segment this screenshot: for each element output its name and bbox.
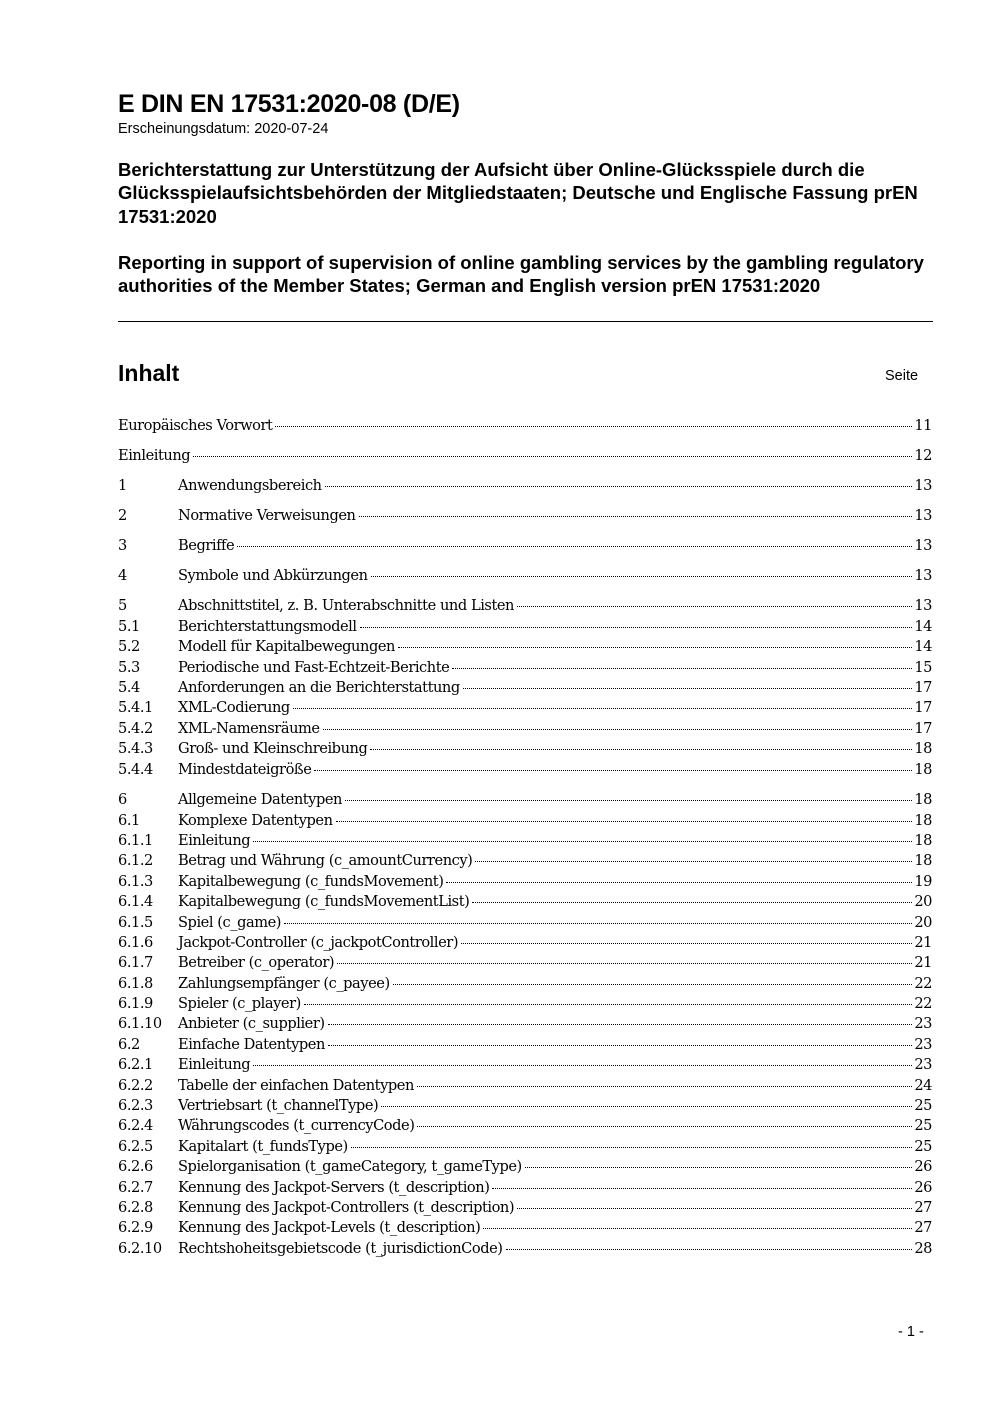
toc-dot-leader bbox=[525, 1167, 913, 1168]
toc-entry-title: Anwendungsbereich bbox=[178, 477, 322, 495]
toc-entry-number: 4 bbox=[118, 567, 127, 585]
toc-dot-leader bbox=[417, 1086, 912, 1087]
toc-entry[interactable] bbox=[118, 933, 932, 953]
toc-dot-leader bbox=[336, 821, 913, 822]
toc-dot-leader bbox=[293, 708, 913, 709]
toc-entry-page: 18 bbox=[914, 791, 932, 809]
toc-dot-leader bbox=[304, 1004, 912, 1005]
toc-entry-page: 13 bbox=[914, 567, 932, 585]
toc-entry-page: 15 bbox=[914, 658, 932, 676]
toc-entry-page: 26 bbox=[914, 1178, 932, 1196]
toc-entry-page: 19 bbox=[914, 872, 932, 890]
toc-entry[interactable] bbox=[118, 476, 932, 496]
toc-entry-title: Abschnittstitel, z. B. Unterabschnitte und Listen bbox=[178, 597, 515, 615]
toc-entry[interactable] bbox=[118, 760, 932, 780]
toc-dot-leader bbox=[506, 1249, 913, 1250]
toc-entry-number: 6.1.10 bbox=[118, 1015, 162, 1033]
toc-entry-title: Mindestdateigröße bbox=[178, 760, 312, 778]
toc-entry[interactable] bbox=[118, 739, 932, 759]
toc-entry-number: 6.1.2 bbox=[118, 852, 153, 870]
toc-entry[interactable] bbox=[118, 831, 932, 851]
toc-entry[interactable] bbox=[118, 1014, 932, 1034]
toc-entry-number: 6.2.1 bbox=[118, 1056, 153, 1074]
toc-entry-page: 13 bbox=[914, 507, 932, 525]
toc-entry-page: 27 bbox=[914, 1219, 932, 1237]
toc-entry[interactable] bbox=[118, 1239, 932, 1259]
toc-entry-title: Groß- und Kleinschreibung bbox=[178, 740, 368, 758]
toc-entry[interactable] bbox=[118, 851, 932, 871]
toc-dot-leader bbox=[337, 963, 912, 964]
toc-entry-number: 5 bbox=[118, 597, 127, 615]
toc-entry-page: 21 bbox=[914, 933, 932, 951]
toc-dot-leader bbox=[193, 456, 912, 457]
toc-entry-number: 2 bbox=[118, 507, 127, 525]
toc-entry-number: 6.2.7 bbox=[118, 1178, 153, 1196]
toc-entry-number: 6 bbox=[118, 791, 127, 809]
toc-entry-page: 23 bbox=[914, 1015, 932, 1033]
toc-entry-page: 11 bbox=[914, 417, 932, 434]
toc-dot-leader bbox=[472, 902, 912, 903]
toc-entry-page: 13 bbox=[914, 597, 932, 615]
toc-dot-leader bbox=[517, 606, 912, 607]
toc-entry[interactable] bbox=[118, 658, 932, 678]
toc-dot-leader bbox=[345, 800, 912, 801]
toc-entry-number: 3 bbox=[118, 537, 127, 555]
toc-entry-page: 27 bbox=[914, 1198, 932, 1216]
toc-entry-page: 13 bbox=[914, 537, 932, 555]
toc-entry-number: 6.2 bbox=[118, 1035, 140, 1053]
toc-entry-title: XML-Codierung bbox=[178, 699, 290, 717]
toc-entry-page: 18 bbox=[914, 760, 932, 778]
toc-entry[interactable] bbox=[118, 811, 932, 831]
toc-dot-leader bbox=[275, 426, 912, 427]
toc-entry-page: 25 bbox=[914, 1117, 932, 1135]
toc-dot-leader bbox=[452, 668, 912, 669]
toc-entry-title: Tabelle der einfachen Datentypen bbox=[178, 1076, 414, 1094]
toc-entry-title: Einleitung bbox=[118, 447, 191, 465]
toc-entry-page: 18 bbox=[914, 852, 932, 870]
toc-entry-number: 6.2.5 bbox=[118, 1137, 153, 1155]
toc-entry-title: Begriffe bbox=[178, 537, 235, 555]
toc-dot-leader bbox=[483, 1228, 912, 1229]
toc-entry[interactable] bbox=[118, 1076, 932, 1096]
toc-dot-leader bbox=[314, 770, 912, 771]
publication-date: Erscheinungsdatum: 2020-07-24 bbox=[118, 121, 329, 137]
toc-entry[interactable] bbox=[118, 892, 932, 912]
title-english: Reporting in support of supervision of online gambling services by the gambling regulatory authorities of the Member States; German and English version prEN 17531:2020 bbox=[118, 252, 924, 297]
toc-entry[interactable] bbox=[118, 1055, 932, 1075]
toc-entry[interactable] bbox=[118, 617, 932, 637]
toc-entry-page: 24 bbox=[914, 1076, 932, 1094]
toc-entry-title: Kennung des Jackpot-Levels (t_description) bbox=[178, 1219, 481, 1237]
toc-dot-leader bbox=[370, 749, 912, 750]
toc-entry[interactable] bbox=[118, 1116, 932, 1136]
toc-entry-number: 6.2.9 bbox=[118, 1219, 153, 1237]
toc-dot-leader bbox=[381, 1106, 912, 1107]
header-divider bbox=[118, 321, 933, 322]
toc-dot-leader bbox=[517, 1208, 912, 1209]
toc-entry[interactable] bbox=[118, 1218, 932, 1238]
toc-dot-leader bbox=[328, 1024, 913, 1025]
toc-dot-leader bbox=[253, 1065, 912, 1066]
toc-entry-page: 23 bbox=[914, 1056, 932, 1074]
toc-entry-number: 5.4.3 bbox=[118, 740, 153, 758]
toc-entry-title: Europäisches Vorwort bbox=[118, 417, 273, 434]
toc-dot-leader bbox=[475, 861, 912, 862]
toc-entry-page: 28 bbox=[914, 1239, 932, 1257]
toc-entry-page: 17 bbox=[914, 719, 932, 737]
toc-dot-leader bbox=[417, 1126, 912, 1127]
toc-dot-leader bbox=[360, 627, 913, 628]
toc-entry-number: 5.3 bbox=[118, 658, 140, 676]
toc-entry-title: Berichterstattungsmodell bbox=[178, 617, 357, 635]
toc-entry[interactable] bbox=[118, 974, 932, 994]
toc-entry-title: Anforderungen an die Berichterstattung bbox=[178, 679, 460, 697]
toc-entry-page: 21 bbox=[914, 954, 932, 972]
toc-entry-page: 12 bbox=[914, 447, 932, 465]
toc-entry-title: Spieler (c_player) bbox=[178, 995, 301, 1013]
toc-entry[interactable] bbox=[118, 994, 932, 1014]
toc-entry-title: Normative Verweisungen bbox=[178, 507, 356, 525]
toc-entry-page: 25 bbox=[914, 1137, 932, 1155]
toc-entry[interactable] bbox=[118, 913, 932, 933]
toc-entry-page: 25 bbox=[914, 1097, 932, 1115]
toc-entry-number: 6.2.10 bbox=[118, 1239, 162, 1257]
toc-entry[interactable] bbox=[118, 790, 932, 810]
toc-dot-leader bbox=[253, 841, 912, 842]
toc-dot-leader bbox=[492, 1188, 912, 1189]
toc-entry-number: 1 bbox=[118, 477, 127, 495]
toc-entry-page: 18 bbox=[914, 811, 932, 829]
toc-entry-page: 13 bbox=[914, 477, 932, 495]
toc-entry-page: 17 bbox=[914, 699, 932, 717]
toc-entry-title: Kapitalbewegung (c_fundsMovementList) bbox=[178, 893, 470, 911]
toc-entry-title: Spielorganisation (t_gameCategory, t_gameType) bbox=[178, 1158, 522, 1176]
document-id: E DIN EN 17531:2020-08 (D/E) bbox=[118, 90, 460, 118]
toc-dot-leader bbox=[359, 516, 913, 517]
toc-heading: Inhalt bbox=[118, 360, 180, 386]
toc-entry-page: 22 bbox=[914, 995, 932, 1013]
toc-entry[interactable] bbox=[118, 566, 932, 586]
toc-entry-page: 14 bbox=[914, 617, 932, 635]
toc-entry-title: Kennung des Jackpot-Servers (t_description) bbox=[178, 1178, 490, 1196]
toc-entry-number: 6.1.1 bbox=[118, 831, 153, 849]
toc-entry-number: 6.2.2 bbox=[118, 1076, 153, 1094]
toc-entry[interactable] bbox=[118, 1178, 932, 1198]
toc-entry[interactable] bbox=[118, 1157, 932, 1177]
toc-dot-leader bbox=[446, 882, 912, 883]
toc-entry-page: 18 bbox=[914, 831, 932, 849]
title-german: Berichterstattung zur Unterstützung der Aufsicht über Online-Glücksspiele durch die Glücksspielaufsichtsbehörden der Mitgliedstaaten; Deutsche und Englische Fassung prEN 17531:2020 bbox=[118, 159, 918, 227]
toc-entry-title: Modell für Kapitalbewegungen bbox=[178, 638, 395, 656]
toc-dot-leader bbox=[284, 923, 912, 924]
toc-entry[interactable] bbox=[118, 1137, 932, 1157]
toc-entry-number: 6.1.6 bbox=[118, 933, 153, 951]
toc-entry-page: 17 bbox=[914, 679, 932, 697]
toc-entry-title: XML-Namensräume bbox=[178, 719, 320, 737]
toc-entry-page: 22 bbox=[914, 974, 932, 992]
toc-entry-number: 5.4 bbox=[118, 679, 140, 697]
toc-dot-leader bbox=[323, 729, 913, 730]
toc-entry-number: 5.4.2 bbox=[118, 719, 153, 737]
toc-dot-leader bbox=[393, 984, 913, 985]
toc-entry-title: Einfache Datentypen bbox=[178, 1035, 325, 1053]
toc-entry-title: Kennung des Jackpot-Controllers (t_description) bbox=[178, 1198, 515, 1216]
toc-entry-page: 20 bbox=[914, 913, 932, 931]
toc-entry[interactable] bbox=[118, 1198, 932, 1218]
toc-page-column-label: Seite bbox=[885, 368, 919, 384]
toc-entry-number: 6.1.8 bbox=[118, 974, 153, 992]
toc-entry-title: Rechtshoheitsgebietscode (t_jurisdictionCode) bbox=[178, 1239, 503, 1257]
toc-entry[interactable] bbox=[118, 446, 932, 466]
toc-entry[interactable] bbox=[118, 637, 932, 657]
toc-entry-number: 6.2.4 bbox=[118, 1117, 153, 1135]
toc-entry[interactable] bbox=[118, 416, 932, 436]
toc-entry[interactable] bbox=[118, 953, 932, 973]
toc-entry[interactable] bbox=[118, 536, 932, 556]
toc-dot-leader bbox=[371, 576, 913, 577]
toc-entry-page: 26 bbox=[914, 1158, 932, 1176]
page-number: - 1 - bbox=[898, 1324, 924, 1340]
toc-entry-number: 6.2.6 bbox=[118, 1158, 153, 1176]
toc-entry-title: Zahlungsempfänger (c_payee) bbox=[178, 974, 390, 992]
toc-dot-leader bbox=[351, 1147, 913, 1148]
toc-entry-number: 6.2.3 bbox=[118, 1097, 153, 1115]
toc-entry[interactable] bbox=[118, 719, 932, 739]
toc-entry-title: Allgemeine Datentypen bbox=[178, 791, 343, 809]
toc-entry-number: 6.2.8 bbox=[118, 1198, 153, 1216]
toc-entry[interactable] bbox=[118, 1096, 932, 1116]
toc-entry-number: 6.1.4 bbox=[118, 893, 153, 911]
toc-entry-title: Vertriebsart (t_channelType) bbox=[178, 1097, 379, 1115]
toc-entry[interactable] bbox=[118, 698, 932, 718]
toc-entry-page: 14 bbox=[914, 638, 932, 656]
toc-entry[interactable] bbox=[118, 596, 932, 616]
toc-entry-title: Spiel (c_game) bbox=[178, 913, 282, 931]
toc-entry[interactable] bbox=[118, 506, 932, 526]
toc-dot-leader bbox=[463, 688, 913, 689]
toc-dot-leader bbox=[237, 546, 912, 547]
toc-dot-leader bbox=[398, 647, 912, 648]
toc-entry-number: 5.2 bbox=[118, 638, 140, 656]
toc-entry[interactable] bbox=[118, 1035, 932, 1055]
toc-entry-title: Einleitung bbox=[178, 831, 251, 849]
toc-entry[interactable] bbox=[118, 678, 932, 698]
toc-entry-page: 20 bbox=[914, 893, 932, 911]
toc-entry-number: 6.1.5 bbox=[118, 913, 153, 931]
toc-entry-number: 5.4.1 bbox=[118, 699, 153, 717]
toc-entry-title: Kapitalart (t_fundsType) bbox=[178, 1137, 348, 1155]
table-of-contents bbox=[118, 416, 932, 1259]
toc-entry-title: Periodische und Fast-Echtzeit-Berichte bbox=[178, 658, 450, 676]
toc-entry-title: Kapitalbewegung (c_fundsMovement) bbox=[178, 872, 444, 890]
toc-entry-number: 5.4.4 bbox=[118, 760, 153, 778]
toc-entry-page: 18 bbox=[914, 740, 932, 758]
toc-dot-leader bbox=[461, 943, 912, 944]
toc-entry-number: 5.1 bbox=[118, 617, 140, 635]
toc-dot-leader bbox=[328, 1045, 912, 1046]
toc-entry-number: 6.1 bbox=[118, 811, 140, 829]
toc-entry-title: Jackpot-Controller (c_jackpotController) bbox=[178, 933, 459, 951]
toc-entry-title: Betreiber (c_operator) bbox=[178, 954, 335, 972]
toc-entry-title: Einleitung bbox=[178, 1056, 251, 1074]
toc-entry-page: 23 bbox=[914, 1035, 932, 1053]
toc-entry-title: Betrag und Währung (c_amountCurrency) bbox=[178, 852, 473, 870]
toc-entry-number: 6.1.7 bbox=[118, 954, 153, 972]
toc-entry[interactable] bbox=[118, 872, 932, 892]
toc-entry-title: Komplexe Datentypen bbox=[178, 811, 333, 829]
toc-entry-number: 6.1.9 bbox=[118, 995, 153, 1013]
toc-dot-leader bbox=[325, 486, 913, 487]
toc-entry-number: 6.1.3 bbox=[118, 872, 153, 890]
toc-entry-title: Symbole und Abkürzungen bbox=[178, 567, 368, 585]
toc-entry-title: Währungscodes (t_currencyCode) bbox=[178, 1117, 415, 1135]
toc-entry-title: Anbieter (c_supplier) bbox=[178, 1015, 325, 1033]
